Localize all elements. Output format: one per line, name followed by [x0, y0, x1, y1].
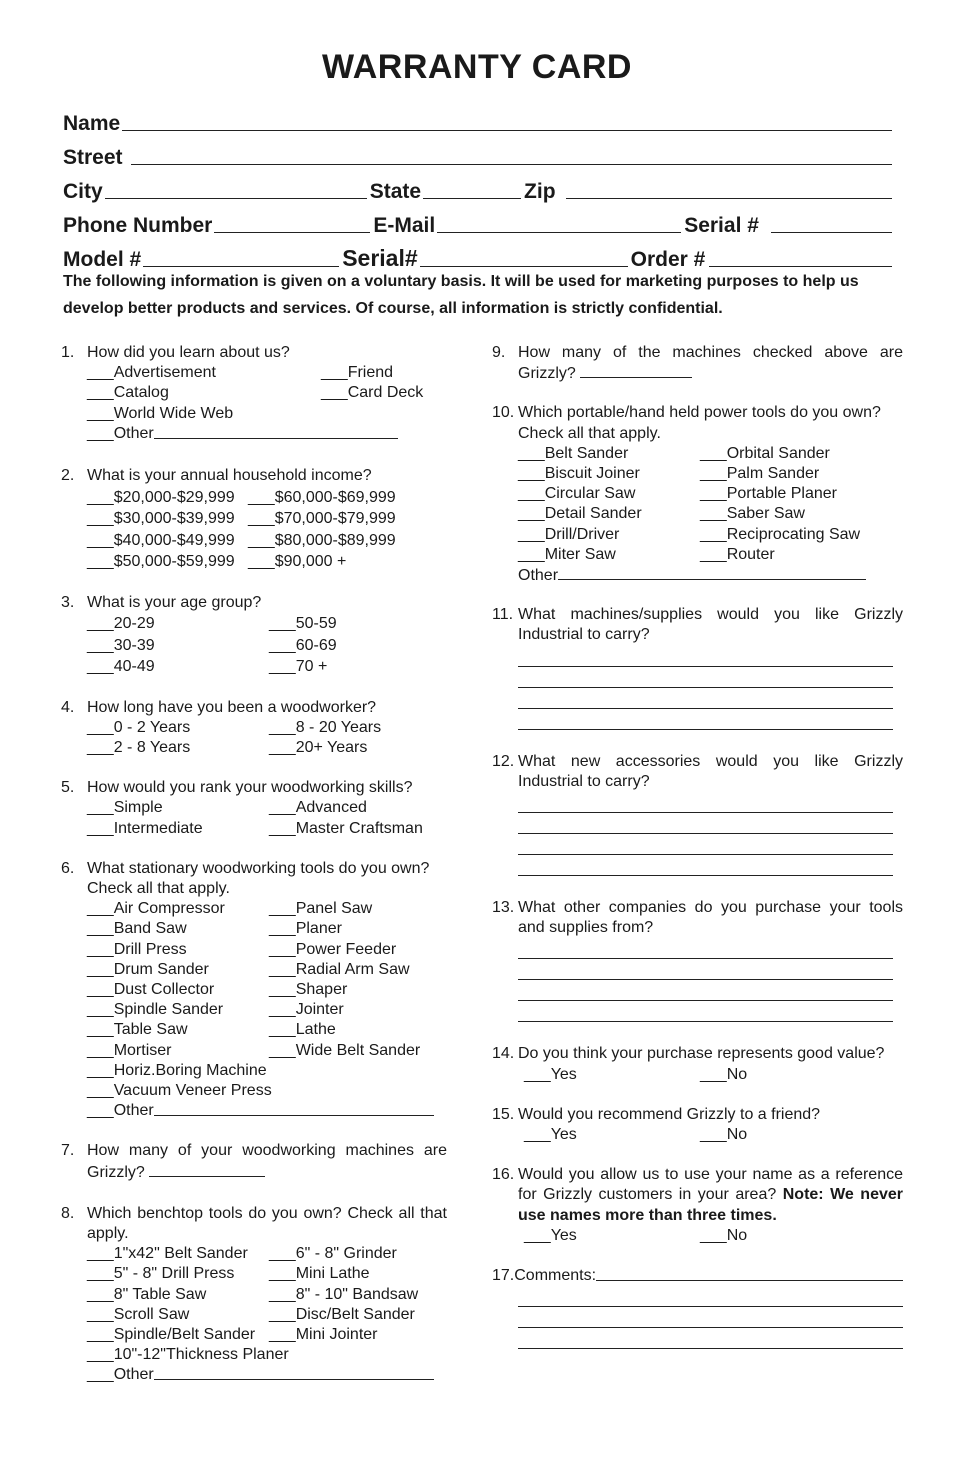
question-6 — [61, 859, 447, 1122]
question-number: 3. — [61, 593, 75, 611]
email-label: E-Mail — [373, 214, 436, 237]
question-text: What stationary woodworking tools do you own? Check all that apply. — [87, 859, 430, 897]
option-world-wide-web[interactable]: ___World Wide Web — [87, 404, 234, 422]
tool-option[interactable]: ___Shaper — [269, 980, 348, 998]
other-label: Other — [518, 567, 559, 585]
tool-option[interactable]: ___Wide Belt Sander — [269, 1041, 421, 1059]
tool-option[interactable]: ___Horiz.Boring Machine — [87, 1061, 267, 1079]
tool-option[interactable]: ___Band Saw — [87, 920, 187, 938]
tool-option[interactable]: ___Lathe — [269, 1021, 336, 1039]
question-text: Would you recommend Grizzly to a friend? — [518, 1105, 821, 1123]
serial2-label: Serial# — [342, 245, 418, 271]
tool-option[interactable]: ___Spindle Sander — [87, 1001, 224, 1019]
question-text: What is your annual household income? — [87, 467, 372, 485]
question-number: 14. — [492, 1045, 515, 1063]
question-number: 15. — [492, 1105, 515, 1123]
benchtop-option[interactable]: ___6" - 8" Grinder — [269, 1245, 397, 1263]
answer-line[interactable] — [518, 938, 893, 959]
power-tool-option[interactable]: ___Biscuit Joiner — [518, 465, 640, 483]
question-text: What is your age group? — [87, 593, 262, 611]
answer-line[interactable] — [518, 792, 893, 813]
question-4 — [61, 698, 447, 759]
answer-line[interactable] — [518, 959, 893, 980]
benchtop-option[interactable]: ___Mini Jointer — [269, 1326, 378, 1343]
option-other[interactable]: ___Other — [87, 1366, 154, 1384]
question-number: 13. — [492, 899, 515, 917]
option-catalog[interactable]: ___Catalog — [87, 384, 169, 402]
power-tool-option[interactable]: ___Palm Sander — [700, 465, 820, 483]
question-14 — [492, 1044, 903, 1084]
age-option[interactable]: ___50-59 — [269, 615, 337, 633]
years-option[interactable]: ___20+ Years — [269, 738, 368, 756]
city-label: City — [63, 180, 103, 203]
serial-field[interactable] — [771, 231, 892, 233]
tool-option[interactable]: ___Vacuum Veneer Press — [87, 1081, 272, 1099]
question-3 — [61, 592, 447, 678]
benchtop-option[interactable]: ___5" - 8" Drill Press — [87, 1265, 235, 1283]
power-tool-option[interactable]: ___Reciprocating Saw — [700, 525, 861, 543]
question-text: How many of the machines checked above are Grizzly? — [518, 344, 903, 383]
answer-line[interactable] — [518, 855, 893, 876]
other-field[interactable] — [558, 565, 866, 580]
age-option[interactable]: ___70 + — [269, 658, 328, 676]
no-option[interactable]: ___No — [700, 1065, 748, 1083]
name-row — [63, 100, 895, 134]
grizzly-count-field[interactable] — [149, 1162, 265, 1177]
question-text: Which portable/hand held power tools do you own? Check all that apply. — [518, 404, 881, 442]
other-field[interactable] — [154, 1101, 434, 1116]
answer-line[interactable] — [518, 1001, 893, 1022]
zip-label: Zip — [524, 180, 556, 203]
income-option[interactable]: ___$30,000-$39,999 — [87, 510, 235, 528]
tool-option[interactable]: ___Mortiser — [87, 1041, 172, 1059]
answer-line[interactable] — [518, 1328, 903, 1349]
question-number: 2. — [61, 467, 75, 485]
skill-option[interactable]: ___Simple — [87, 799, 163, 817]
serial2-field[interactable] — [420, 265, 628, 267]
zip-field[interactable] — [566, 197, 892, 199]
benchtop-option[interactable]: ___Spindle/Belt Sander — [87, 1326, 256, 1343]
page-title: WARRANTY CARD — [322, 48, 632, 86]
tool-option[interactable]: ___Air Compressor — [87, 900, 225, 918]
question-number: 1. — [61, 344, 75, 361]
question-1 — [61, 343, 447, 444]
comments-label: 17.Comments: — [492, 1267, 597, 1285]
skill-option[interactable]: ___Intermediate — [87, 819, 203, 837]
question-7 — [61, 1141, 447, 1182]
other-field[interactable] — [154, 424, 398, 439]
model-row — [63, 236, 895, 270]
intro-text: The following information is given on a voluntary basis. It will be used for marketing purposes to help us develop better products and services. Of course, all information is strictly confidential. — [63, 273, 859, 317]
tool-option[interactable]: ___Table Saw — [87, 1021, 188, 1039]
power-tool-option[interactable]: ___Orbital Sander — [700, 444, 830, 462]
option-friend[interactable]: ___Friend — [321, 364, 394, 382]
question-number: 8. — [61, 1204, 75, 1222]
benchtop-option[interactable]: ___Mini Lathe — [269, 1265, 370, 1283]
tool-option[interactable]: ___Drill Press — [87, 940, 187, 958]
note-text: Note: We never use names more than three times. — [518, 1186, 903, 1224]
state-field[interactable] — [423, 197, 521, 199]
power-tool-option[interactable]: ___Router — [700, 545, 775, 563]
question-11 — [492, 605, 903, 729]
question-number: 16. — [492, 1166, 515, 1184]
tool-option[interactable]: ___Panel Saw — [269, 900, 373, 918]
phone-row — [63, 202, 895, 236]
answer-line[interactable] — [518, 688, 893, 709]
benchtop-option[interactable]: ___1"x42" Belt Sander — [87, 1245, 248, 1263]
tool-option[interactable]: ___Power Feeder — [269, 940, 397, 958]
question-12 — [492, 752, 903, 876]
phone-field[interactable] — [214, 231, 370, 233]
age-option[interactable]: ___20-29 — [87, 615, 155, 633]
phone-label: Phone Number — [63, 214, 213, 237]
yes-option[interactable]: ___Yes — [524, 1226, 577, 1244]
skill-option[interactable]: ___Master Craftsman — [269, 819, 423, 837]
city-row — [63, 168, 895, 202]
question-number: 9. — [492, 344, 506, 361]
tool-option[interactable]: ___Jointer — [269, 1001, 344, 1019]
email-field[interactable] — [437, 231, 681, 233]
question-text: What other companies do you purchase your tools and supplies from? — [518, 899, 903, 937]
option-advertisement[interactable]: ___Advertisement — [87, 364, 216, 382]
answer-line[interactable] — [518, 834, 893, 855]
years-option[interactable]: ___8 - 20 Years — [269, 718, 382, 736]
serial-label: Serial # — [684, 214, 759, 237]
yes-option[interactable]: ___Yes — [524, 1065, 577, 1083]
state-label: State — [369, 180, 422, 203]
name-field[interactable] — [122, 129, 892, 131]
question-text: Would you allow us to use your name as a reference for Grizzly customers in your area? — [518, 1166, 903, 1204]
power-tool-option[interactable]: ___Drill/Driver — [518, 525, 620, 543]
question-number: 4. — [61, 698, 75, 716]
model-label: Model # — [63, 248, 142, 271]
question-8 — [61, 1204, 447, 1386]
answer-line[interactable] — [518, 667, 893, 688]
question-10 — [492, 403, 903, 586]
benchtop-option[interactable]: ___8" - 10" Bandsaw — [269, 1285, 419, 1303]
no-option[interactable]: ___No — [700, 1226, 748, 1244]
question-text: How long have you been a woodworker? — [87, 698, 377, 716]
street-field[interactable] — [131, 163, 892, 165]
other-field[interactable] — [154, 1365, 434, 1380]
name-label: Name — [63, 112, 121, 135]
question-text: What new accessories would you like Grizzly Industrial to carry? — [518, 752, 903, 790]
left-column — [61, 343, 447, 1386]
power-tool-option[interactable]: ___Circular Saw — [518, 485, 636, 503]
city-field[interactable] — [105, 197, 367, 199]
answer-line[interactable] — [518, 1307, 903, 1328]
question-15 — [492, 1105, 903, 1145]
income-option[interactable]: ___$20,000-$29,999 — [87, 488, 235, 506]
power-tool-option[interactable]: ___Belt Sander — [518, 444, 629, 462]
street-row — [63, 134, 895, 168]
no-option[interactable]: ___No — [700, 1126, 748, 1144]
question-17 — [492, 1266, 903, 1349]
benchtop-option[interactable]: ___Disc/Belt Sander — [269, 1305, 415, 1323]
answer-line[interactable] — [518, 980, 893, 1001]
benchtop-option[interactable]: ___Scroll Saw — [87, 1305, 190, 1323]
tool-option[interactable]: ___Drum Sander — [87, 960, 209, 978]
question-text: What machines/supplies would you like Grizzly Industrial to carry? — [518, 606, 903, 644]
income-option[interactable]: ___$50,000-$59,999 — [87, 553, 235, 571]
power-tool-option[interactable]: ___Miter Saw — [518, 545, 616, 563]
option-other[interactable]: ___Other — [87, 424, 154, 442]
option-other[interactable]: ___Other — [87, 1102, 154, 1120]
years-option[interactable]: ___0 - 2 Years — [87, 718, 191, 736]
question-text: Which benchtop tools do you own? Check all that apply. — [87, 1204, 447, 1242]
grizzly-count-field[interactable] — [580, 363, 692, 378]
answer-line[interactable] — [518, 646, 893, 667]
years-option[interactable]: ___2 - 8 Years — [87, 738, 191, 756]
benchtop-option[interactable]: ___8" Table Saw — [87, 1285, 207, 1303]
question-5 — [61, 778, 447, 839]
income-option[interactable]: ___$80,000-$89,999 — [248, 531, 396, 549]
question-9 — [492, 343, 903, 384]
right-column — [492, 343, 903, 1349]
income-option[interactable]: ___$90,000 + — [248, 553, 347, 571]
question-number: 5. — [61, 779, 75, 797]
power-tool-option[interactable]: ___Saber Saw — [700, 505, 805, 523]
question-2 — [61, 465, 447, 573]
order-field[interactable] — [709, 265, 892, 267]
street-label: Street — [63, 146, 123, 169]
answer-line[interactable] — [518, 813, 893, 834]
question-text: How many of your woodworking machines are Grizzly? — [87, 1142, 447, 1181]
question-text: Do you think your purchase represents good value? — [518, 1045, 885, 1063]
income-option[interactable]: ___$40,000-$49,999 — [87, 531, 235, 549]
answer-line[interactable] — [518, 709, 893, 730]
question-13 — [492, 898, 903, 1022]
question-number: 6. — [61, 859, 75, 877]
skill-option[interactable]: ___Advanced — [269, 799, 367, 817]
question-text: How did you learn about us? — [87, 344, 290, 361]
tool-option[interactable]: ___Planer — [269, 920, 342, 938]
tool-option[interactable]: ___Radial Arm Saw — [269, 960, 410, 978]
age-option[interactable]: ___40-49 — [87, 658, 155, 676]
option-card-deck[interactable]: ___Card Deck — [321, 384, 424, 402]
age-option[interactable]: ___60-69 — [269, 636, 337, 654]
power-tool-option[interactable]: ___Detail Sander — [518, 505, 642, 523]
power-tool-option[interactable]: ___Portable Planer — [700, 485, 837, 503]
income-option[interactable]: ___$70,000-$79,999 — [248, 510, 396, 528]
question-16 — [492, 1165, 903, 1246]
answer-line[interactable] — [518, 1286, 903, 1307]
comments-field[interactable] — [596, 1266, 903, 1281]
benchtop-option[interactable]: ___10"-12"Thickness Planer — [87, 1346, 289, 1364]
question-number: 12. — [492, 752, 515, 770]
question-number: 10. — [492, 404, 515, 422]
yes-option[interactable]: ___Yes — [524, 1126, 577, 1144]
age-option[interactable]: ___30-39 — [87, 636, 155, 654]
order-label: Order # — [630, 248, 706, 271]
question-text: How would you rank your woodworking skills? — [87, 779, 413, 797]
question-number: 7. — [61, 1142, 75, 1160]
question-number: 11. — [492, 606, 514, 624]
tool-option[interactable]: ___Dust Collector — [87, 980, 215, 998]
income-option[interactable]: ___$60,000-$69,999 — [248, 488, 396, 506]
model-field[interactable] — [143, 265, 339, 267]
